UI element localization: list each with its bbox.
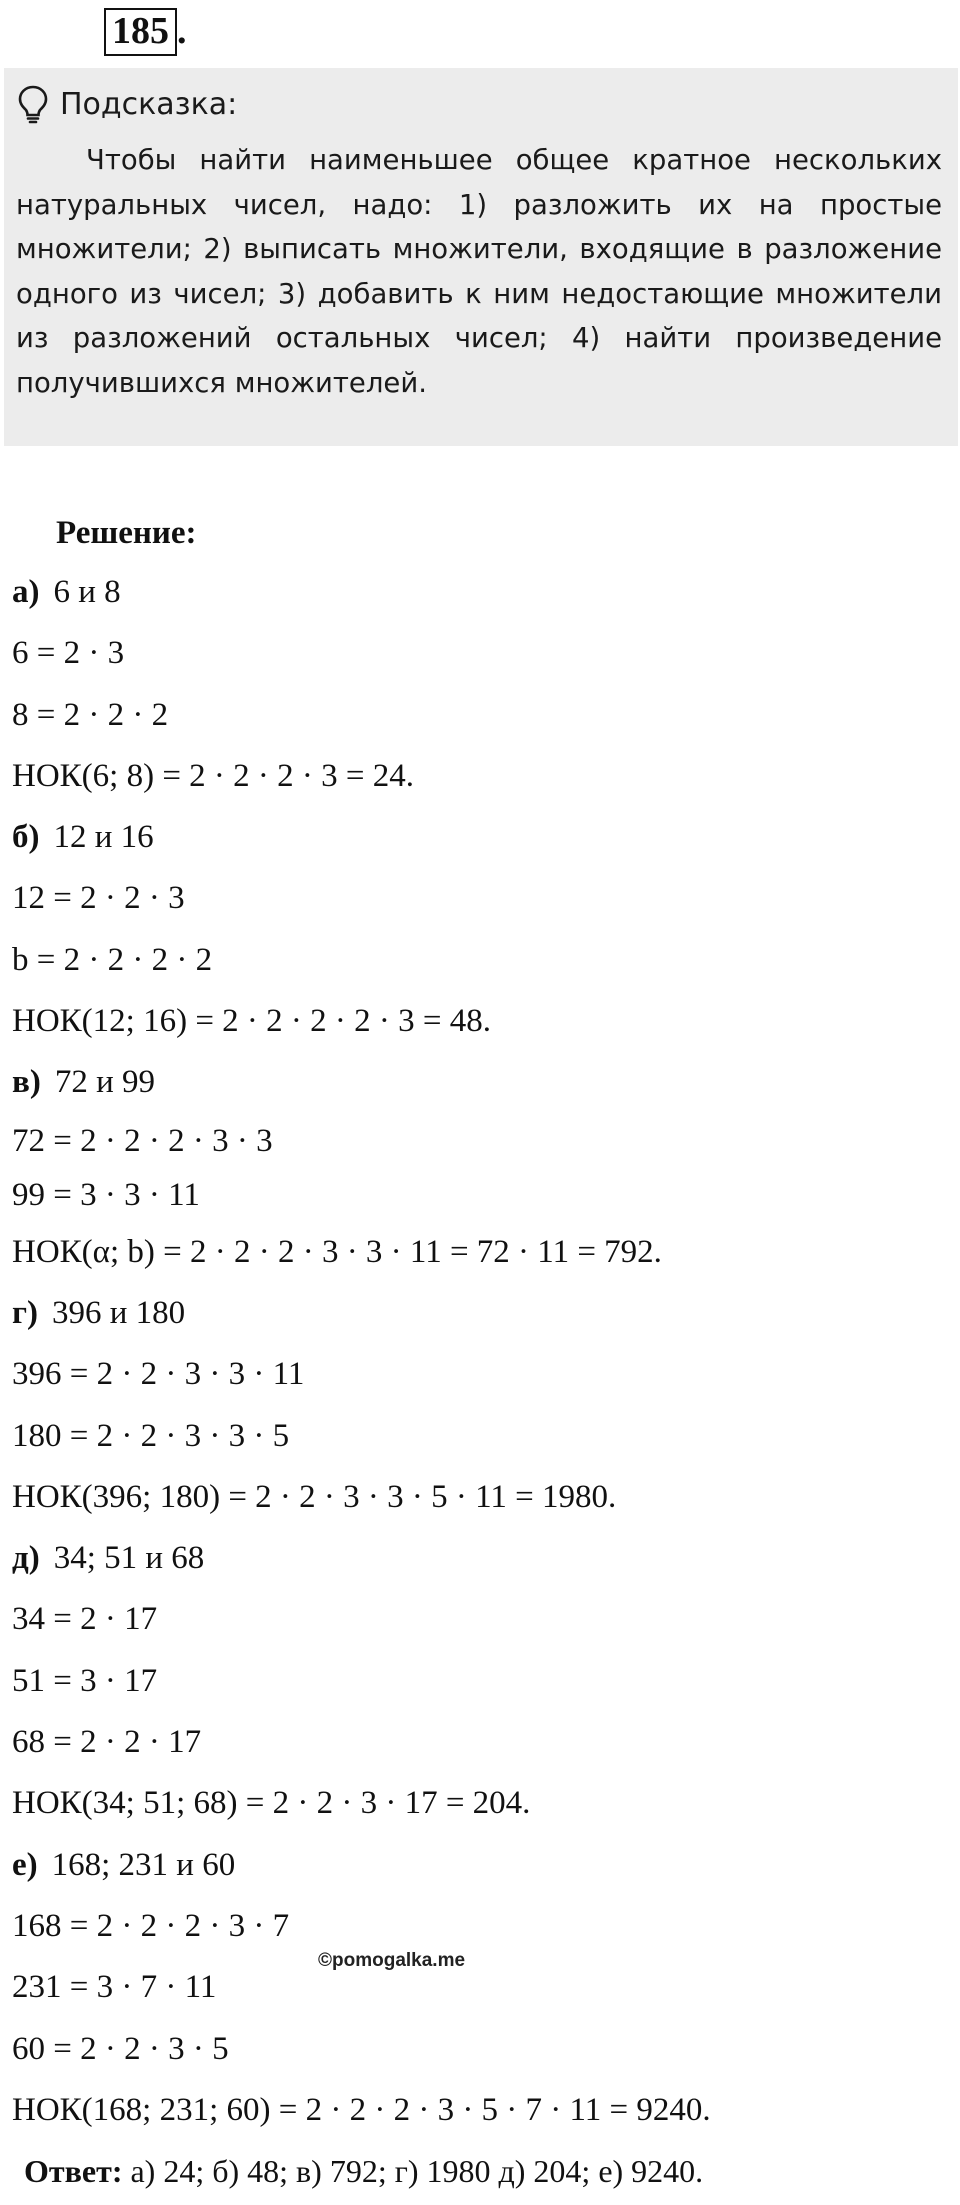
math-line bbox=[12, 991, 952, 1052]
line-text: b = 2 · 2 · 2 · 2 bbox=[12, 941, 213, 978]
part-label: д) bbox=[12, 1540, 40, 1577]
solution-lines bbox=[12, 562, 952, 2141]
math-line bbox=[12, 1651, 952, 1712]
line-text: 34; 51 и 68 bbox=[53, 1540, 205, 1577]
part-heading bbox=[12, 1283, 952, 1344]
hint-title: Подсказка: bbox=[60, 86, 238, 122]
line-text: 6 и 8 bbox=[53, 574, 121, 610]
math-line bbox=[12, 1406, 952, 1467]
solution bbox=[12, 504, 952, 2201]
line-text: 34 = 2 · 17 bbox=[12, 1601, 158, 1638]
math-line bbox=[12, 746, 952, 807]
math-line bbox=[12, 930, 952, 991]
line-text: 180 = 2 · 2 · 3 · 3 · 5 bbox=[12, 1417, 290, 1454]
math-line bbox=[12, 1222, 952, 1283]
line-text: 72 и 99 bbox=[54, 1064, 155, 1101]
line-text: НОК(168; 231; 60) = 2 · 2 · 2 · 3 · 5 · 7 · 11 = 9240. bbox=[12, 2091, 711, 2128]
math-line bbox=[12, 1114, 952, 1168]
line-text: НОК(α; b) = 2 · 2 · 2 · 3 · 3 · 11 = 72 · 11 = 792. bbox=[12, 1233, 662, 1270]
hint-text: Чтобы найти наименьшее общее кратное нескольких натуральных чисел, надо: 1) разложить их на простые множители; 2) выписать множители, входящие в разложение одного из чисел; 3) добавить к ним недостающие множители из разложений остальных чисел; 4) найти произведение получившихся множителей. bbox=[16, 144, 942, 399]
part-heading bbox=[12, 807, 952, 868]
watermark: ©pomogalka.me bbox=[318, 1950, 466, 1971]
math-line bbox=[12, 1957, 952, 2018]
part-label: а) bbox=[12, 574, 40, 610]
part-label: е) bbox=[12, 1846, 38, 1883]
line-text: 168; 231 и 60 bbox=[51, 1846, 236, 1883]
line-text: 99 = 3 · 3 · 11 bbox=[12, 1176, 200, 1213]
math-line bbox=[12, 1344, 952, 1405]
line-text: НОК(34; 51; 68) = 2 · 2 · 3 · 17 = 204. bbox=[12, 1785, 531, 1822]
hint-header bbox=[16, 78, 942, 130]
math-line bbox=[12, 685, 952, 746]
math-line bbox=[12, 2080, 952, 2141]
lightbulb-icon bbox=[16, 84, 50, 124]
math-line bbox=[12, 1896, 952, 1957]
math-line bbox=[12, 623, 952, 684]
line-text: 12 и 16 bbox=[53, 819, 154, 856]
math-line bbox=[12, 1712, 952, 1773]
part-heading bbox=[12, 1528, 952, 1589]
line-text: 231 = 3 · 7 · 11 bbox=[12, 1969, 217, 2006]
line-text: 168 = 2 · 2 · 2 · 3 · 7 bbox=[12, 1907, 290, 1944]
task-number-dot: . bbox=[177, 10, 187, 52]
line-text: 396 и 180 bbox=[51, 1294, 186, 1331]
task-number-value: 185 bbox=[112, 10, 169, 52]
line-text: НОК(396; 180) = 2 · 2 · 3 · 3 · 5 · 11 = 1980. bbox=[12, 1478, 617, 1515]
line-text: НОК(12; 16) = 2 · 2 · 2 · 2 · 3 = 48. bbox=[12, 1003, 491, 1040]
part-heading bbox=[12, 1052, 952, 1113]
line-text: НОК(6; 8) = 2 · 2 · 2 · 3 = 24. bbox=[12, 757, 415, 794]
part-heading bbox=[12, 562, 952, 623]
line-text: 8 = 2 · 2 · 2 bbox=[12, 696, 169, 733]
solution-title: Решение: bbox=[56, 515, 197, 551]
task-number bbox=[104, 8, 187, 56]
math-line bbox=[12, 868, 952, 929]
part-heading bbox=[12, 1835, 952, 1896]
answer bbox=[24, 2141, 952, 2201]
line-text: 6 = 2 · 3 bbox=[12, 635, 125, 672]
task-number-box bbox=[104, 8, 177, 56]
part-label: б) bbox=[12, 819, 40, 856]
math-line bbox=[12, 1467, 952, 1528]
line-text: 396 = 2 · 2 · 3 · 3 · 11 bbox=[12, 1356, 305, 1393]
line-text: 60 = 2 · 2 · 3 · 5 bbox=[12, 2030, 229, 2067]
math-line bbox=[12, 1168, 952, 1222]
math-line bbox=[12, 2019, 952, 2080]
hint-box bbox=[4, 68, 958, 446]
math-line bbox=[12, 1773, 952, 1834]
math-line bbox=[12, 1589, 952, 1650]
line-text: 12 = 2 · 2 · 3 bbox=[12, 880, 185, 917]
part-label: г) bbox=[12, 1294, 38, 1331]
line-text: 68 = 2 · 2 · 17 bbox=[12, 1724, 202, 1761]
line-text: 72 = 2 · 2 · 2 · 3 · 3 bbox=[12, 1122, 273, 1159]
part-label: в) bbox=[12, 1064, 41, 1101]
answer-text: а) 24; б) 48; в) 792; г) 1980 д) 204; е) 9240. bbox=[130, 2153, 704, 2190]
line-text: 51 = 3 · 17 bbox=[12, 1662, 158, 1699]
answer-label: Ответ: bbox=[24, 2153, 123, 2190]
